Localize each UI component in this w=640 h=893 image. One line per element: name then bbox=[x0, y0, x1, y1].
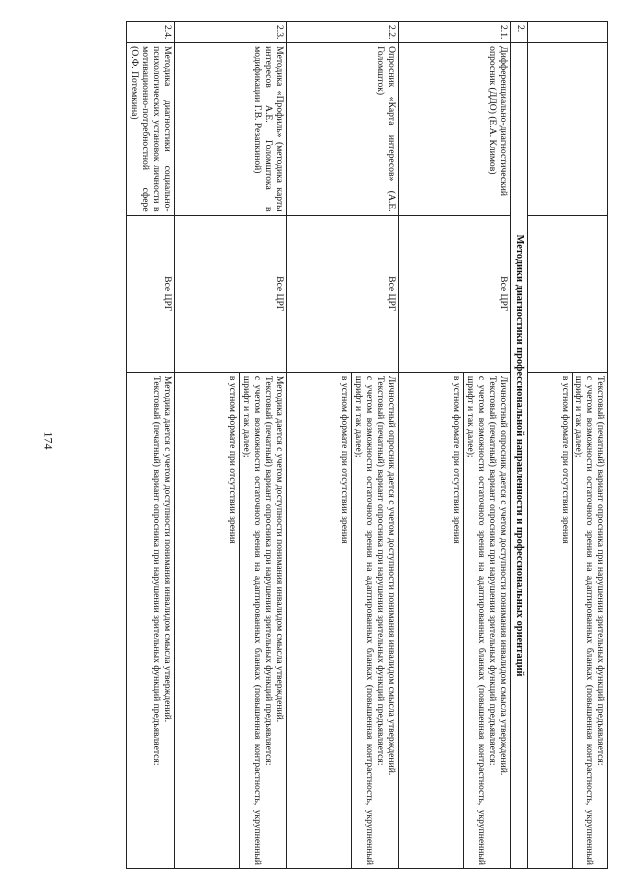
table-row bbox=[127, 22, 175, 869]
text-paragraph: с учетом возможности остаточного зрения на адаптированных бланках (повышенная контрастность, укрупненный шрифт и так далее); bbox=[572, 375, 595, 865]
text-paragraph: Текстовый (печатный) вариант опросника при нарушении зрительных функций предъявляется: bbox=[150, 375, 162, 766]
target-group-cell bbox=[528, 215, 608, 372]
text-paragraph-last: в устном формате при отсутствии зрения bbox=[560, 373, 573, 868]
section-title: Методики диагностики профессиональной направленности и профессиональных ориентаций bbox=[510, 43, 527, 869]
target-group-cell: Все ЦРГ bbox=[286, 215, 398, 372]
row-number-cell: 2.4. bbox=[127, 22, 175, 43]
methods-table bbox=[126, 21, 608, 869]
text-paragraph: Методика дается с учетом доступности понимания инвалидом смысла утверждений. bbox=[161, 375, 173, 723]
row-number-cell: 2.1. bbox=[398, 22, 510, 43]
method-name-cell bbox=[528, 43, 608, 215]
adaptation-text-cell bbox=[528, 372, 608, 868]
text-paragraph: Личностный опросник дается с учетом доступности понимания инвалидом смысла утверждений. bbox=[385, 375, 397, 776]
method-name-cell: Методика «Профиль» (методика карты интересов А.Е. Голомштока в модификации Г.В. Резапкиной) bbox=[174, 43, 286, 215]
text-paragraph-last: в устном формате при отсутствии зрения bbox=[451, 373, 464, 868]
text-paragraph: Личностный опросник дается с учетом доступности понимания инвалидом смысла утверждений. bbox=[497, 375, 509, 776]
text-paragraph-last: в устном формате при отсутствии зрения bbox=[227, 373, 240, 868]
table-row bbox=[398, 22, 510, 869]
method-name-cell: Дифференциально-диагностический опросник (ДДО) (Е.А. Климов) bbox=[398, 43, 510, 215]
text-paragraph: с учетом возможности остаточного зрения на адаптированных бланках (повышенная контрастность, укрупненный шрифт и так далее); bbox=[240, 375, 263, 865]
table-row bbox=[528, 22, 608, 869]
text-paragraph: Текстовый (печатный) вариант опросника при нарушении зрительных функций предъявляется: bbox=[486, 375, 498, 766]
target-group-cell: Все ЦРГ bbox=[398, 215, 510, 372]
text-paragraph: Текстовый (печатный) вариант опросника при нарушении зрительных функций предъявляется: bbox=[262, 375, 274, 766]
table-row bbox=[174, 22, 286, 869]
text-paragraph: с учетом возможности остаточного зрения на адаптированных бланках (повышенная контрастность, укрупненный шрифт и так далее); bbox=[464, 375, 487, 865]
section-number: 2. bbox=[510, 22, 527, 43]
row-number-cell bbox=[528, 22, 608, 43]
section-row bbox=[510, 22, 527, 869]
adaptation-text-cell bbox=[174, 372, 286, 868]
adaptation-text-cell bbox=[127, 372, 175, 868]
method-name-cell: Методика диагностики социально-психологических установок личности в мотивационно-потребностной сфере (О.Ф. Потемкина) bbox=[127, 43, 175, 215]
target-group-cell: Все ЦРГ bbox=[174, 215, 286, 372]
text-paragraph: Текстовый (печатный) вариант опросника при нарушении зрительных функций предъявляется: bbox=[595, 375, 606, 766]
text-paragraph: с учетом возможности остаточного зрения на адаптированных бланках (повышенная контрастность, укрупненный шрифт и так далее); bbox=[352, 375, 375, 865]
table-row bbox=[286, 22, 398, 869]
row-number-cell: 2.3. bbox=[174, 22, 286, 43]
text-paragraph: Текстовый (печатный) вариант опросника при нарушении зрительных функций предъявляется: bbox=[374, 375, 386, 766]
target-group-cell: Все ЦРГ bbox=[127, 215, 175, 372]
page-number: 174 bbox=[41, 431, 56, 449]
text-paragraph-last: в устном формате при отсутствии зрения bbox=[339, 373, 352, 868]
row-number-cell: 2.2. bbox=[286, 22, 398, 43]
adaptation-text-cell bbox=[398, 372, 510, 868]
adaptation-text-cell bbox=[286, 372, 398, 868]
method-name-cell: Опросник «Карта интересов» (А.Е. Голомшток) bbox=[286, 43, 398, 215]
rotated-table-container bbox=[128, 21, 608, 869]
text-paragraph: Методика дается с учетом доступности понимания инвалидом смысла утверждений. bbox=[273, 375, 285, 723]
page-number-wrap bbox=[28, 400, 68, 480]
